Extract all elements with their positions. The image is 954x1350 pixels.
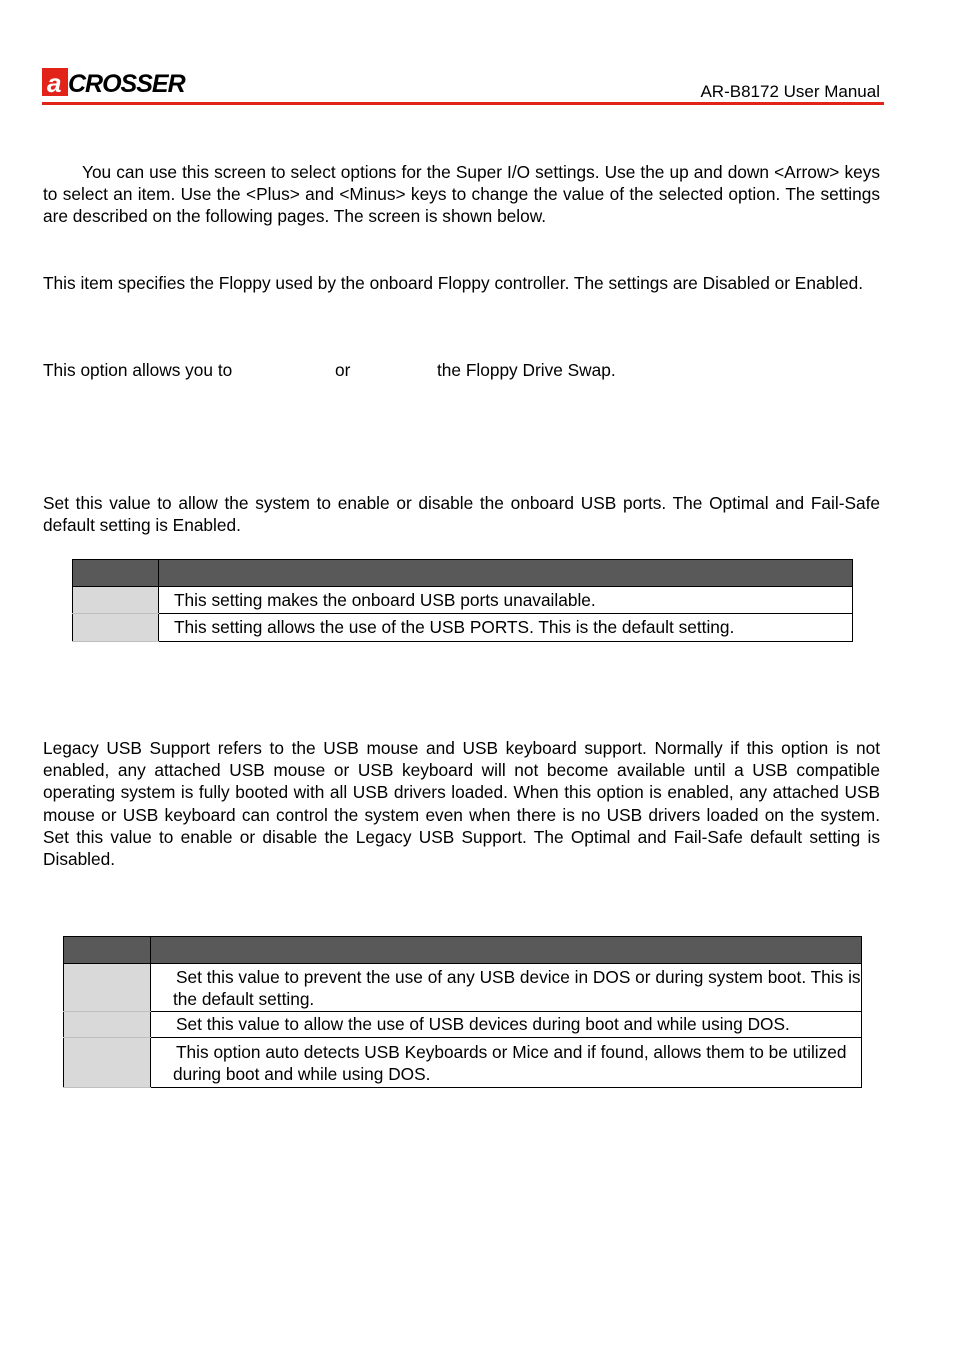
table-header-row	[73, 560, 853, 587]
usb-options-table	[72, 559, 853, 642]
table-row	[64, 1038, 862, 1088]
acrosser-logo	[42, 64, 202, 98]
description-cell: Set this value to allow the use of USB devices during boot and while using DOS.	[151, 1012, 862, 1038]
description-header-cell	[159, 560, 853, 587]
option-cell	[64, 1012, 151, 1038]
option-cell	[73, 587, 159, 614]
legacy-usb-options-table	[63, 936, 862, 1088]
swap-text-3: the Floppy Drive Swap.	[437, 360, 616, 380]
option-cell	[73, 614, 159, 642]
table-row	[64, 964, 862, 1012]
usb-paragraph: Set this value to allow the system to enable or disable the onboard USB ports. The Optimal and Fail-Safe default setting is Enabled.	[43, 493, 880, 536]
manual-title: AR-B8172 User Manual	[700, 82, 880, 101]
description-cell: This option auto detects USB Keyboards or Mice and if found, allows them to be utilized during boot and while using DOS.	[151, 1038, 862, 1088]
table-row	[73, 614, 853, 642]
option-cell	[64, 964, 151, 1012]
logo-a: a	[47, 68, 62, 98]
option-cell	[64, 1038, 151, 1088]
description-header-cell	[151, 937, 862, 964]
description-cell: This setting makes the onboard USB ports unavailable.	[159, 587, 853, 614]
description-cell: Set this value to prevent the use of any USB device in DOS or during system boot. This is the default setting.	[151, 964, 862, 1012]
header-rule	[42, 102, 884, 105]
logo-wordmark: CROSSER	[68, 70, 185, 98]
floppy-paragraph: This item specifies the Floppy used by the onboard Floppy controller. The settings are Disabled or Enabled.	[43, 273, 864, 293]
option-header-cell	[64, 937, 151, 964]
intro-paragraph: You can use this screen to select options for the Super I/O settings. Use the up and down <Arrow> keys to select an item. Use the <Plus> and <Minus> keys to change the value of the selected option. The settings are described on the following pages. The screen is shown below.	[43, 162, 880, 227]
swap-text-2: or	[335, 360, 351, 380]
swap-text-1: This option allows you to	[43, 360, 233, 380]
option-header-cell	[73, 560, 159, 587]
description-cell: This setting allows the use of the USB PORTS. This is the default setting.	[159, 614, 853, 642]
table-row	[64, 1012, 862, 1038]
legacy-usb-paragraph: Legacy USB Support refers to the USB mouse and USB keyboard support. Normally if this option is not enabled, any attached USB mouse or USB keyboard will not become available until a USB compatible operating system is fully booted with all USB drivers loaded. When this option is enabled, any attached USB mouse or USB keyboard can control the system even when there is no USB drivers loaded on the system. Set this value to enable or disable the Legacy USB Support. The Optimal and Fail-Safe default setting is Disabled.	[43, 738, 880, 870]
table-header-row	[64, 937, 862, 964]
table-row	[73, 587, 853, 614]
